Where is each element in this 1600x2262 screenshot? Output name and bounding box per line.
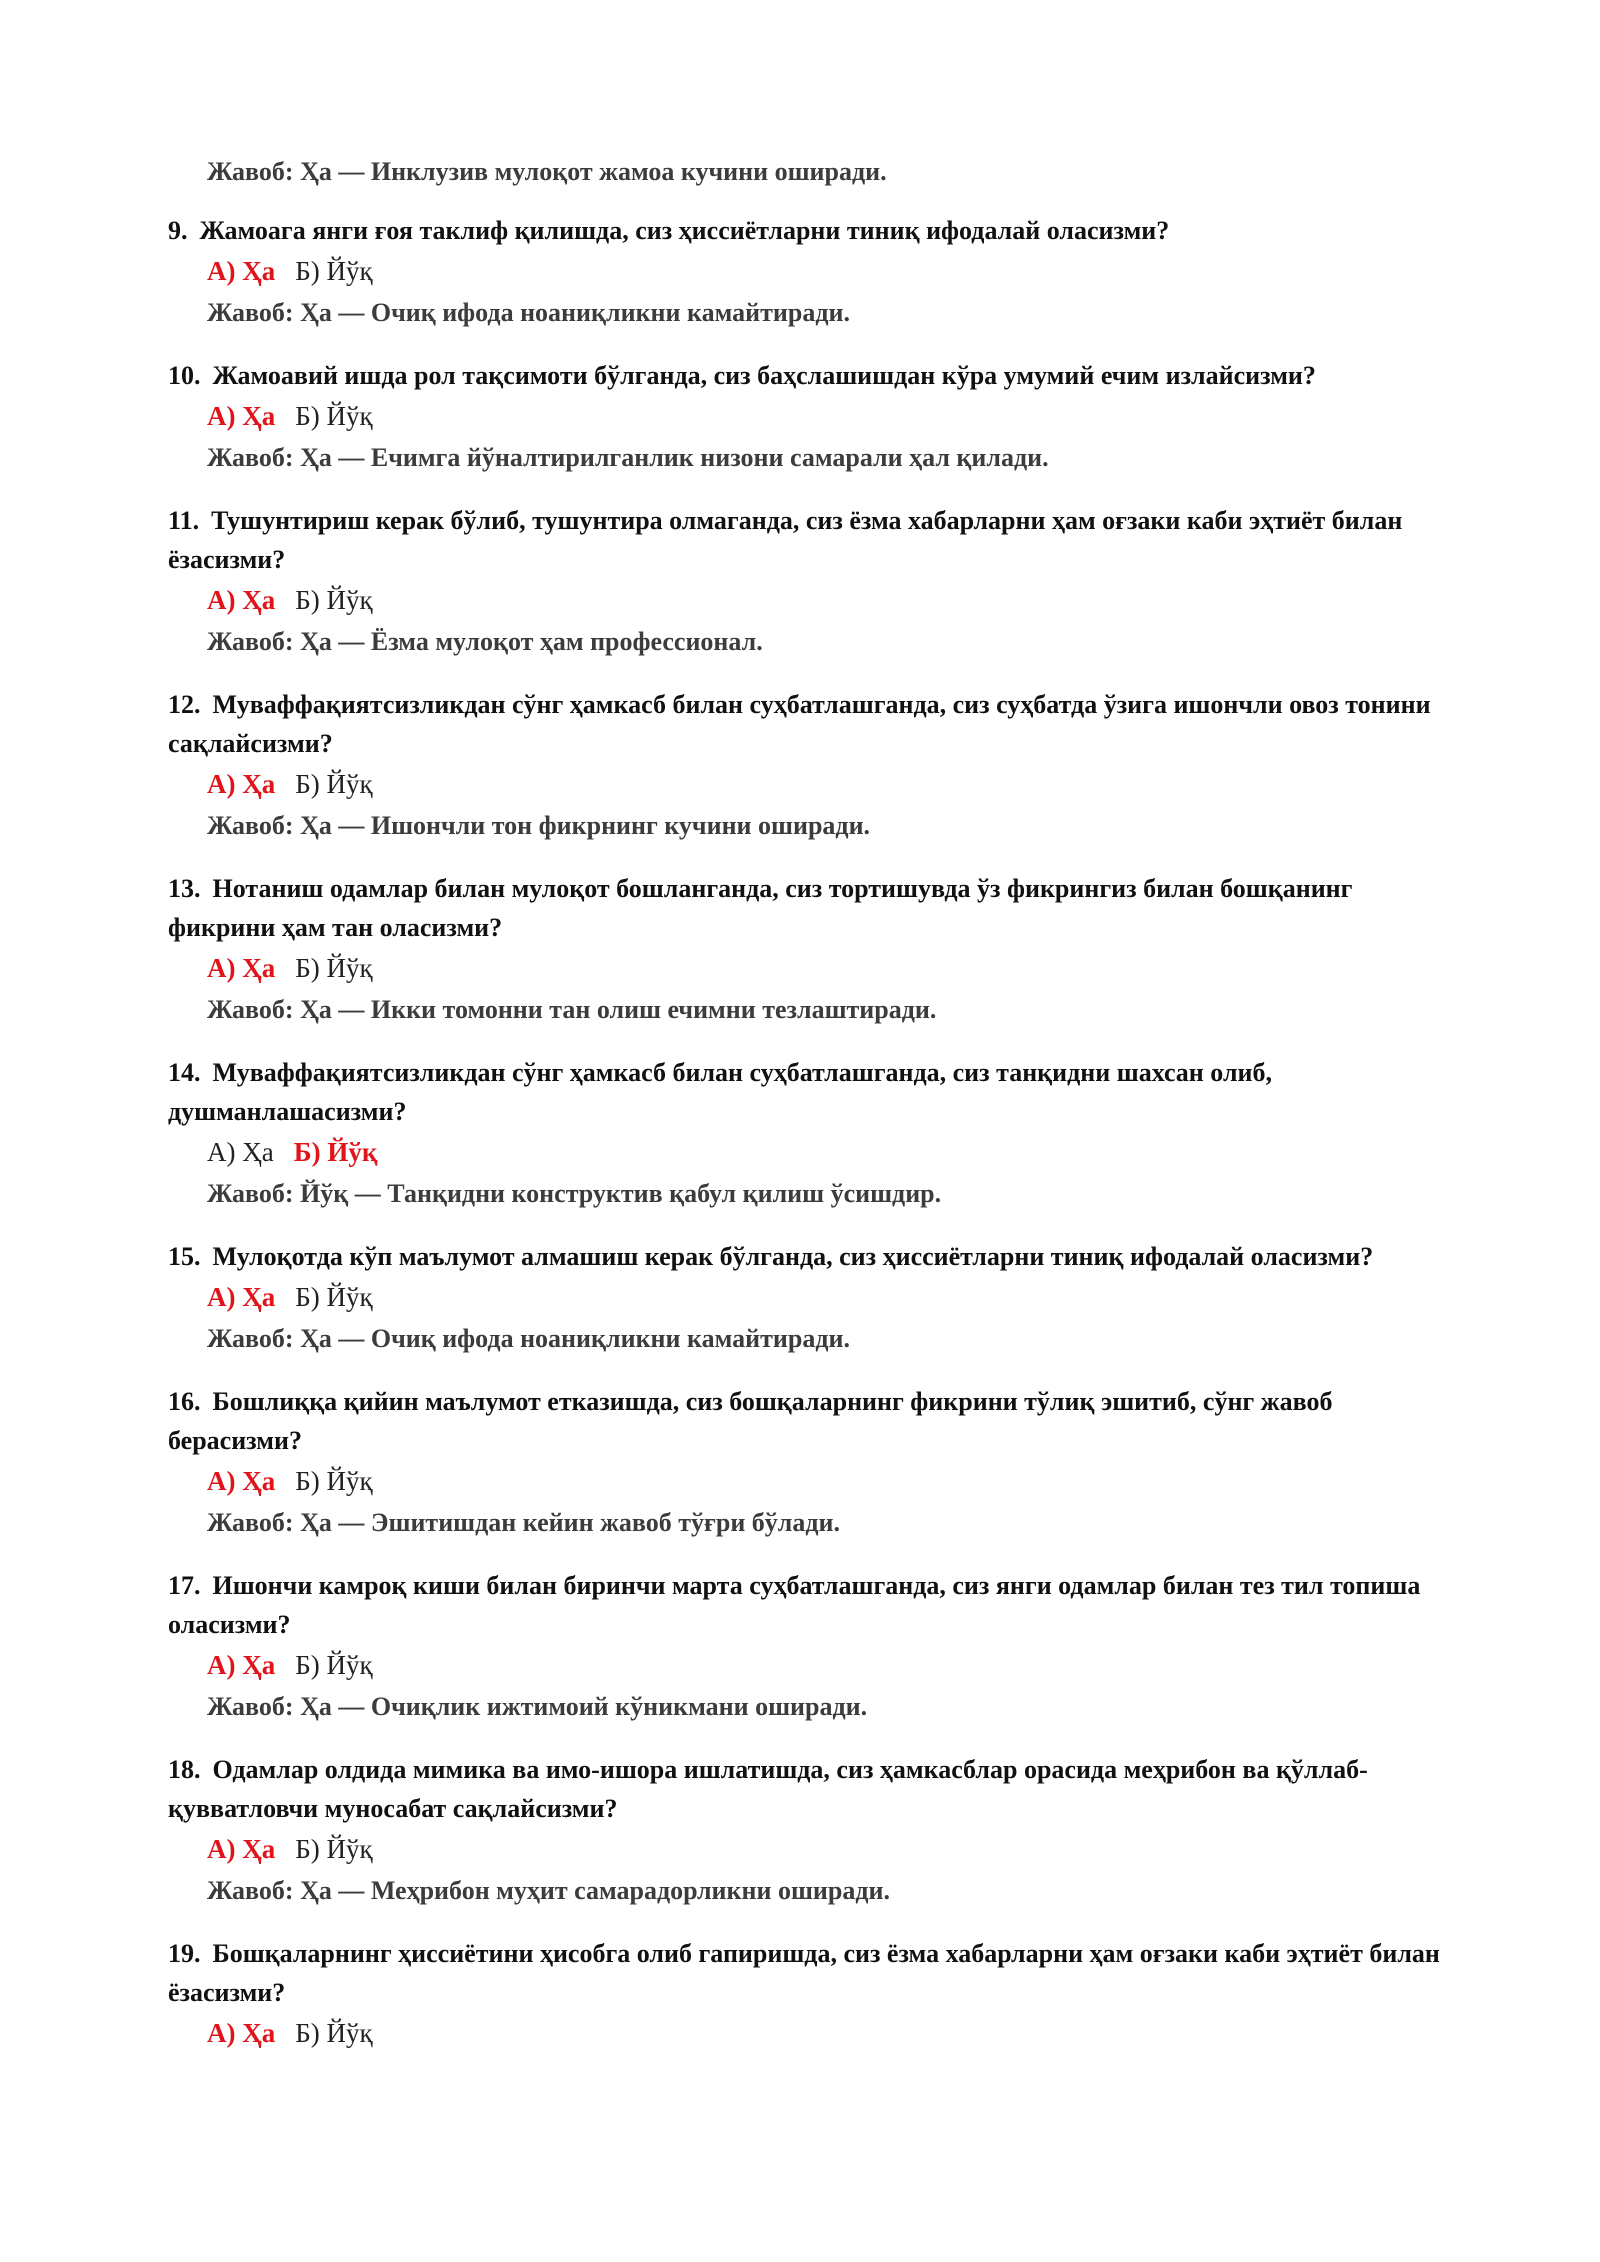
option-yes: А) Ҳа — [207, 401, 276, 431]
option-no: Б) Йўқ — [295, 585, 373, 615]
question-item — [168, 869, 1458, 1031]
answer-text: Жавоб: Ҳа — Ёзма мулоқот ҳам профессионал. — [207, 627, 763, 656]
question-item — [168, 1382, 1458, 1544]
question-number: 13. — [168, 874, 201, 903]
question-label: Тушунтириш керак бўлиб, тушунтира олмаганда, сиз ёзма хабарларни ҳам оғзаки каби эҳтиёт билан ёзасизми? — [168, 506, 1403, 574]
answer-text: Жавоб: Ҳа — Очиқ ифода ноаниқликни камайтиради. — [207, 298, 850, 327]
question-text — [168, 1053, 1458, 1131]
question-number: 14. — [168, 1058, 201, 1087]
question-label: Одамлар олдида мимика ва имо-ишора ишлатишда, сиз ҳамкасблар орасида меҳрибон ва қўллаб-қувватловчи муносабат сақлайсизми? — [168, 1755, 1368, 1823]
answer-text: Жавоб: Ҳа — Очиқлик ижтимоий кўникмани оширади. — [207, 1692, 868, 1721]
answer-options — [207, 2012, 1458, 2054]
answer-options — [207, 250, 1458, 292]
option-no: Б) Йўқ — [295, 1282, 373, 1312]
option-yes: А) Ҳа — [207, 1282, 276, 1312]
question-label: Жамоага янги ғоя таклиф қилишда, сиз ҳиссиётларни тиниқ ифодалай оласизми? — [199, 216, 1170, 245]
question-text — [168, 211, 1458, 250]
question-text — [168, 1566, 1458, 1644]
question-number: 19. — [168, 1939, 201, 1968]
option-no: Б) Йўқ — [295, 1650, 373, 1680]
option-no: Б) Йўқ — [293, 1137, 378, 1167]
option-yes: А) Ҳа — [207, 769, 276, 799]
question-text — [168, 1237, 1458, 1276]
answer-text: Жавоб: Ҳа — Эшитишдан кейин жавоб тўғри бўлади. — [207, 1508, 841, 1537]
question-number: 17. — [168, 1571, 201, 1600]
answer-options — [207, 1131, 1458, 1173]
question-text — [168, 356, 1458, 395]
option-yes: А) Ҳа — [207, 1650, 276, 1680]
question-label: Бошлиққа қийин маълумот етказишда, сиз бошқаларнинг фикрини тўлиқ эшитиб, сўнг жавоб берасизми? — [168, 1387, 1333, 1455]
question-item — [168, 1053, 1458, 1215]
question-item — [168, 356, 1458, 479]
answer-text: Жавоб: Йўқ — Танқидни конструктив қабул қилиш ўсишдир. — [207, 1179, 942, 1208]
option-no: Б) Йўқ — [295, 1834, 373, 1864]
answer-text: Жавоб: Ҳа — Ечимга йўналтирилганлик низони самарали ҳал қилади. — [207, 443, 1049, 472]
question-text — [168, 685, 1458, 763]
option-yes: А) Ҳа — [207, 953, 276, 983]
question-label: Ишончи камроқ киши билан биринчи марта суҳбатлашганда, сиз янги одамлар билан тез тил топиша оласизми? — [168, 1571, 1421, 1639]
answer-options — [207, 1828, 1458, 1870]
option-no: Б) Йўқ — [295, 2018, 373, 2048]
question-number: 16. — [168, 1387, 201, 1416]
question-number: 10. — [168, 361, 201, 390]
question-number: 15. — [168, 1242, 201, 1271]
question-label: Муваффақиятсизликдан сўнг ҳамкасб билан суҳбатлашганда, сиз суҳбатда ўзига ишончли овоз тонини сақлайсизми? — [168, 690, 1431, 758]
question-item — [168, 1237, 1458, 1360]
question-text — [168, 869, 1458, 947]
question-label: Мулоқотда кўп маълумот алмашиш керак бўлганда, сиз ҳиссиётларни тиниқ ифодалай оласизми? — [212, 1242, 1374, 1271]
question-label: Нотаниш одамлар билан мулоқот бошланганда, сиз тортишувда ўз фикрингиз билан бошқанинг фикрини ҳам тан оласизми? — [168, 874, 1353, 942]
option-no: Б) Йўқ — [295, 769, 373, 799]
option-yes: А) Ҳа — [207, 1834, 276, 1864]
question-item — [168, 685, 1458, 847]
option-yes: А) Ҳа — [207, 1466, 276, 1496]
question-text — [168, 1934, 1458, 2012]
question-item — [168, 1750, 1458, 1912]
question-label: Бошқаларнинг ҳиссиётини ҳисобга олиб гапиришда, сиз ёзма хабарларни ҳам оғзаки каби эҳтиёт билан ёзасизми? — [168, 1939, 1440, 2007]
answer-text: Жавоб: Ҳа — Икки томонни тан олиш ечимни тезлаштиради. — [207, 995, 937, 1024]
answer-text: Жавоб: Ҳа — Очиқ ифода ноаниқликни камайтиради. — [207, 1324, 850, 1353]
option-yes: А) Ҳа — [207, 585, 276, 615]
question-text — [168, 1382, 1458, 1460]
question-number: 18. — [168, 1755, 201, 1784]
answer-text: Жавоб: Ҳа — Ишончли тон фикрнинг кучини оширади. — [207, 811, 871, 840]
option-no: Б) Йўқ — [295, 401, 373, 431]
answer-text: Жавоб: Ҳа — Меҳрибон муҳит самарадорликни оширади. — [207, 1876, 890, 1905]
question-text — [168, 1750, 1458, 1828]
question-list — [168, 211, 1458, 2076]
question-item — [168, 1566, 1458, 1728]
answer-options — [207, 1644, 1458, 1686]
answer-options — [207, 579, 1458, 621]
question-label: Жамоавий ишда рол тақсимоти бўлганда, сиз баҳслашишдан кўра умумий ечим излайсизми? — [212, 361, 1316, 390]
option-no: Б) Йўқ — [295, 256, 373, 286]
question-number: 9. — [168, 216, 188, 245]
answer-options — [207, 763, 1458, 805]
question-item — [168, 1934, 1458, 2054]
question-text — [168, 501, 1458, 579]
answer-text: Жавоб: Ҳа — Инклузив мулоқот жамоа кучини оширади. — [207, 157, 887, 186]
option-no: Б) Йўқ — [295, 953, 373, 983]
question-label: Муваффақиятсизликдан сўнг ҳамкасб билан суҳбатлашганда, сиз танқидни шахсан олиб, душманлашасизми? — [168, 1058, 1273, 1126]
question-number: 11. — [168, 506, 200, 535]
answer-options — [207, 395, 1458, 437]
question-number: 12. — [168, 690, 201, 719]
question-item — [168, 501, 1458, 663]
option-yes: А) Ҳа — [207, 256, 276, 286]
question-item — [168, 211, 1458, 334]
answer-options — [207, 1460, 1458, 1502]
option-yes: А) Ҳа — [207, 1137, 274, 1167]
option-no: Б) Йўқ — [295, 1466, 373, 1496]
answer-options — [207, 947, 1458, 989]
answer-options — [207, 1276, 1458, 1318]
option-yes: А) Ҳа — [207, 2018, 276, 2048]
